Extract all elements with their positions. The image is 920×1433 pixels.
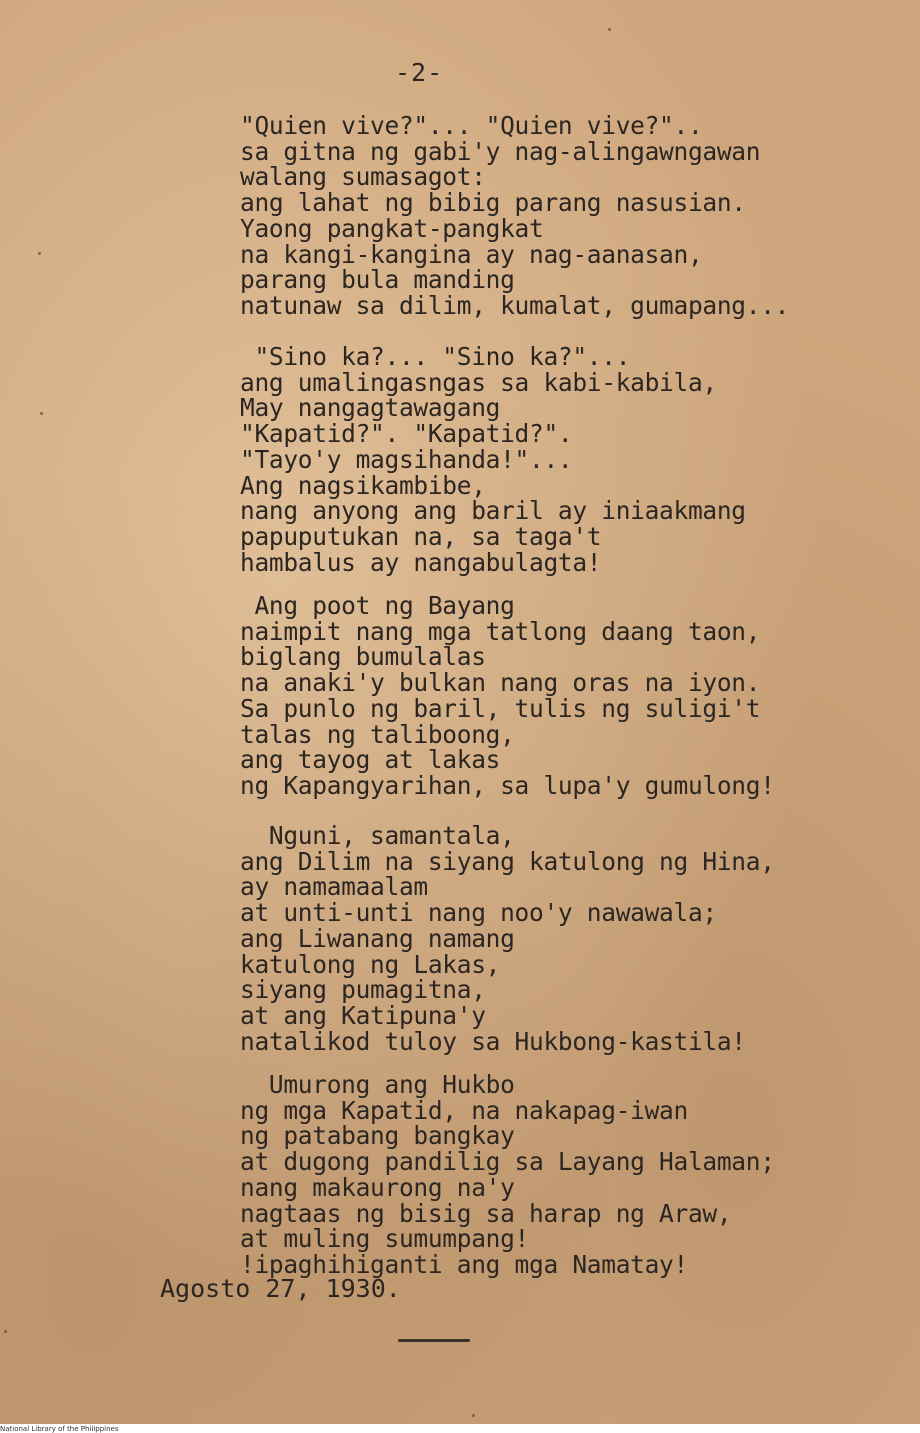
poem-line: Umurong ang Hukbo xyxy=(240,1070,515,1099)
poem-line: na kangi-kangina ay nag-aanasan, xyxy=(240,239,703,269)
stanza-2 xyxy=(240,344,746,575)
paper-speck xyxy=(608,28,611,31)
poem-line: ang Liwanang namang xyxy=(240,923,515,953)
poem-line: "Quien vive?"... "Quien vive?".. xyxy=(240,111,703,140)
poem-line: at muling sumumpang! xyxy=(240,1224,530,1254)
poem-line: ng mga Kapatid, na nakapag-iwan xyxy=(240,1095,688,1125)
end-rule xyxy=(398,1339,470,1342)
poem-line: ng Kapangyarihan, sa lupa'y gumulong! xyxy=(240,770,775,800)
stanza-3 xyxy=(240,593,775,799)
poem-line: sa gitna ng gabi'y nag-alingawngawan xyxy=(240,136,761,166)
poem-line: papuputukan na, sa taga't xyxy=(240,521,602,551)
paper-speck xyxy=(472,1414,475,1417)
poem-line: ang tayog at lakas xyxy=(240,745,501,775)
poem-line: katulong ng Lakas, xyxy=(240,949,501,979)
poem-line: ay namamaalam xyxy=(240,872,428,902)
poem-line: at ang Katipuna'y xyxy=(240,1000,486,1030)
poem-line: hambalus ay nangabulagta! xyxy=(240,547,602,577)
poem-line: parang bula manding xyxy=(240,265,515,295)
poem-line: "Tayo'y magsihanda!"... xyxy=(240,444,573,474)
poem-line: natunaw sa dilim, kumalat, gumapang... xyxy=(240,290,790,320)
poem-date: Agosto 27, 1930. xyxy=(160,1274,401,1303)
poem-line: !ipaghihiganti ang mga Namatay! xyxy=(240,1249,688,1279)
stanza-1 xyxy=(240,113,789,319)
page-number: -2- xyxy=(395,58,444,87)
poem-line: at unti-unti nang noo'y nawawala; xyxy=(240,898,717,928)
poem-line: natalikod tuloy sa Hukbong-kastila! xyxy=(240,1026,746,1056)
poem-line: ang lahat ng bibig parang nasusian. xyxy=(240,188,746,218)
stanza-4 xyxy=(240,823,775,1054)
poem-line: walang sumasagot: xyxy=(240,162,486,192)
poem-line: Sa punlo ng baril, tulis ng suligi't xyxy=(240,693,761,723)
poem-line: siyang pumagitna, xyxy=(240,975,486,1005)
poem-line: ang umalingasngas sa kabi-kabila, xyxy=(240,367,717,397)
poem-line: "Kapatid?". "Kapatid?". xyxy=(240,419,573,449)
paper-speck xyxy=(40,412,43,415)
poem-line: at dugong pandilig sa Layang Halaman; xyxy=(240,1147,775,1177)
poem-line: nang makaurong na'y xyxy=(240,1172,515,1202)
poem-line: ang Dilim na siyang katulong ng Hina, xyxy=(240,846,775,876)
poem-line: ng patabang bangkay xyxy=(240,1121,515,1151)
poem-line: nagtaas ng bisig sa harap ng Araw, xyxy=(240,1198,732,1228)
stanza-5 xyxy=(240,1072,775,1278)
poem-line: nang anyong ang baril ay iniaakmang xyxy=(240,496,746,526)
poem-line: Ang nagsikambibe, xyxy=(240,470,486,500)
footer-credit: National Library of the Philippines xyxy=(0,1425,119,1433)
poem-line: talas ng taliboong, xyxy=(240,719,515,749)
poem-line: na anaki'y bulkan nang oras na iyon. xyxy=(240,668,761,698)
paper-speck xyxy=(38,252,41,255)
poem-line: Nguni, samantala, xyxy=(240,821,515,850)
paper-speck xyxy=(4,1330,7,1333)
poem-line: naimpit nang mga tatlong daang taon, xyxy=(240,616,761,646)
poem-line: Ang poot ng Bayang xyxy=(240,591,515,620)
poem-line: "Sino ka?... "Sino ka?"... xyxy=(240,342,631,371)
poem-line: biglang bumulalas xyxy=(240,642,486,672)
poem-line: Yaong pangkat-pangkat xyxy=(240,213,544,243)
poem-line: May nangagtawagang xyxy=(240,393,501,423)
